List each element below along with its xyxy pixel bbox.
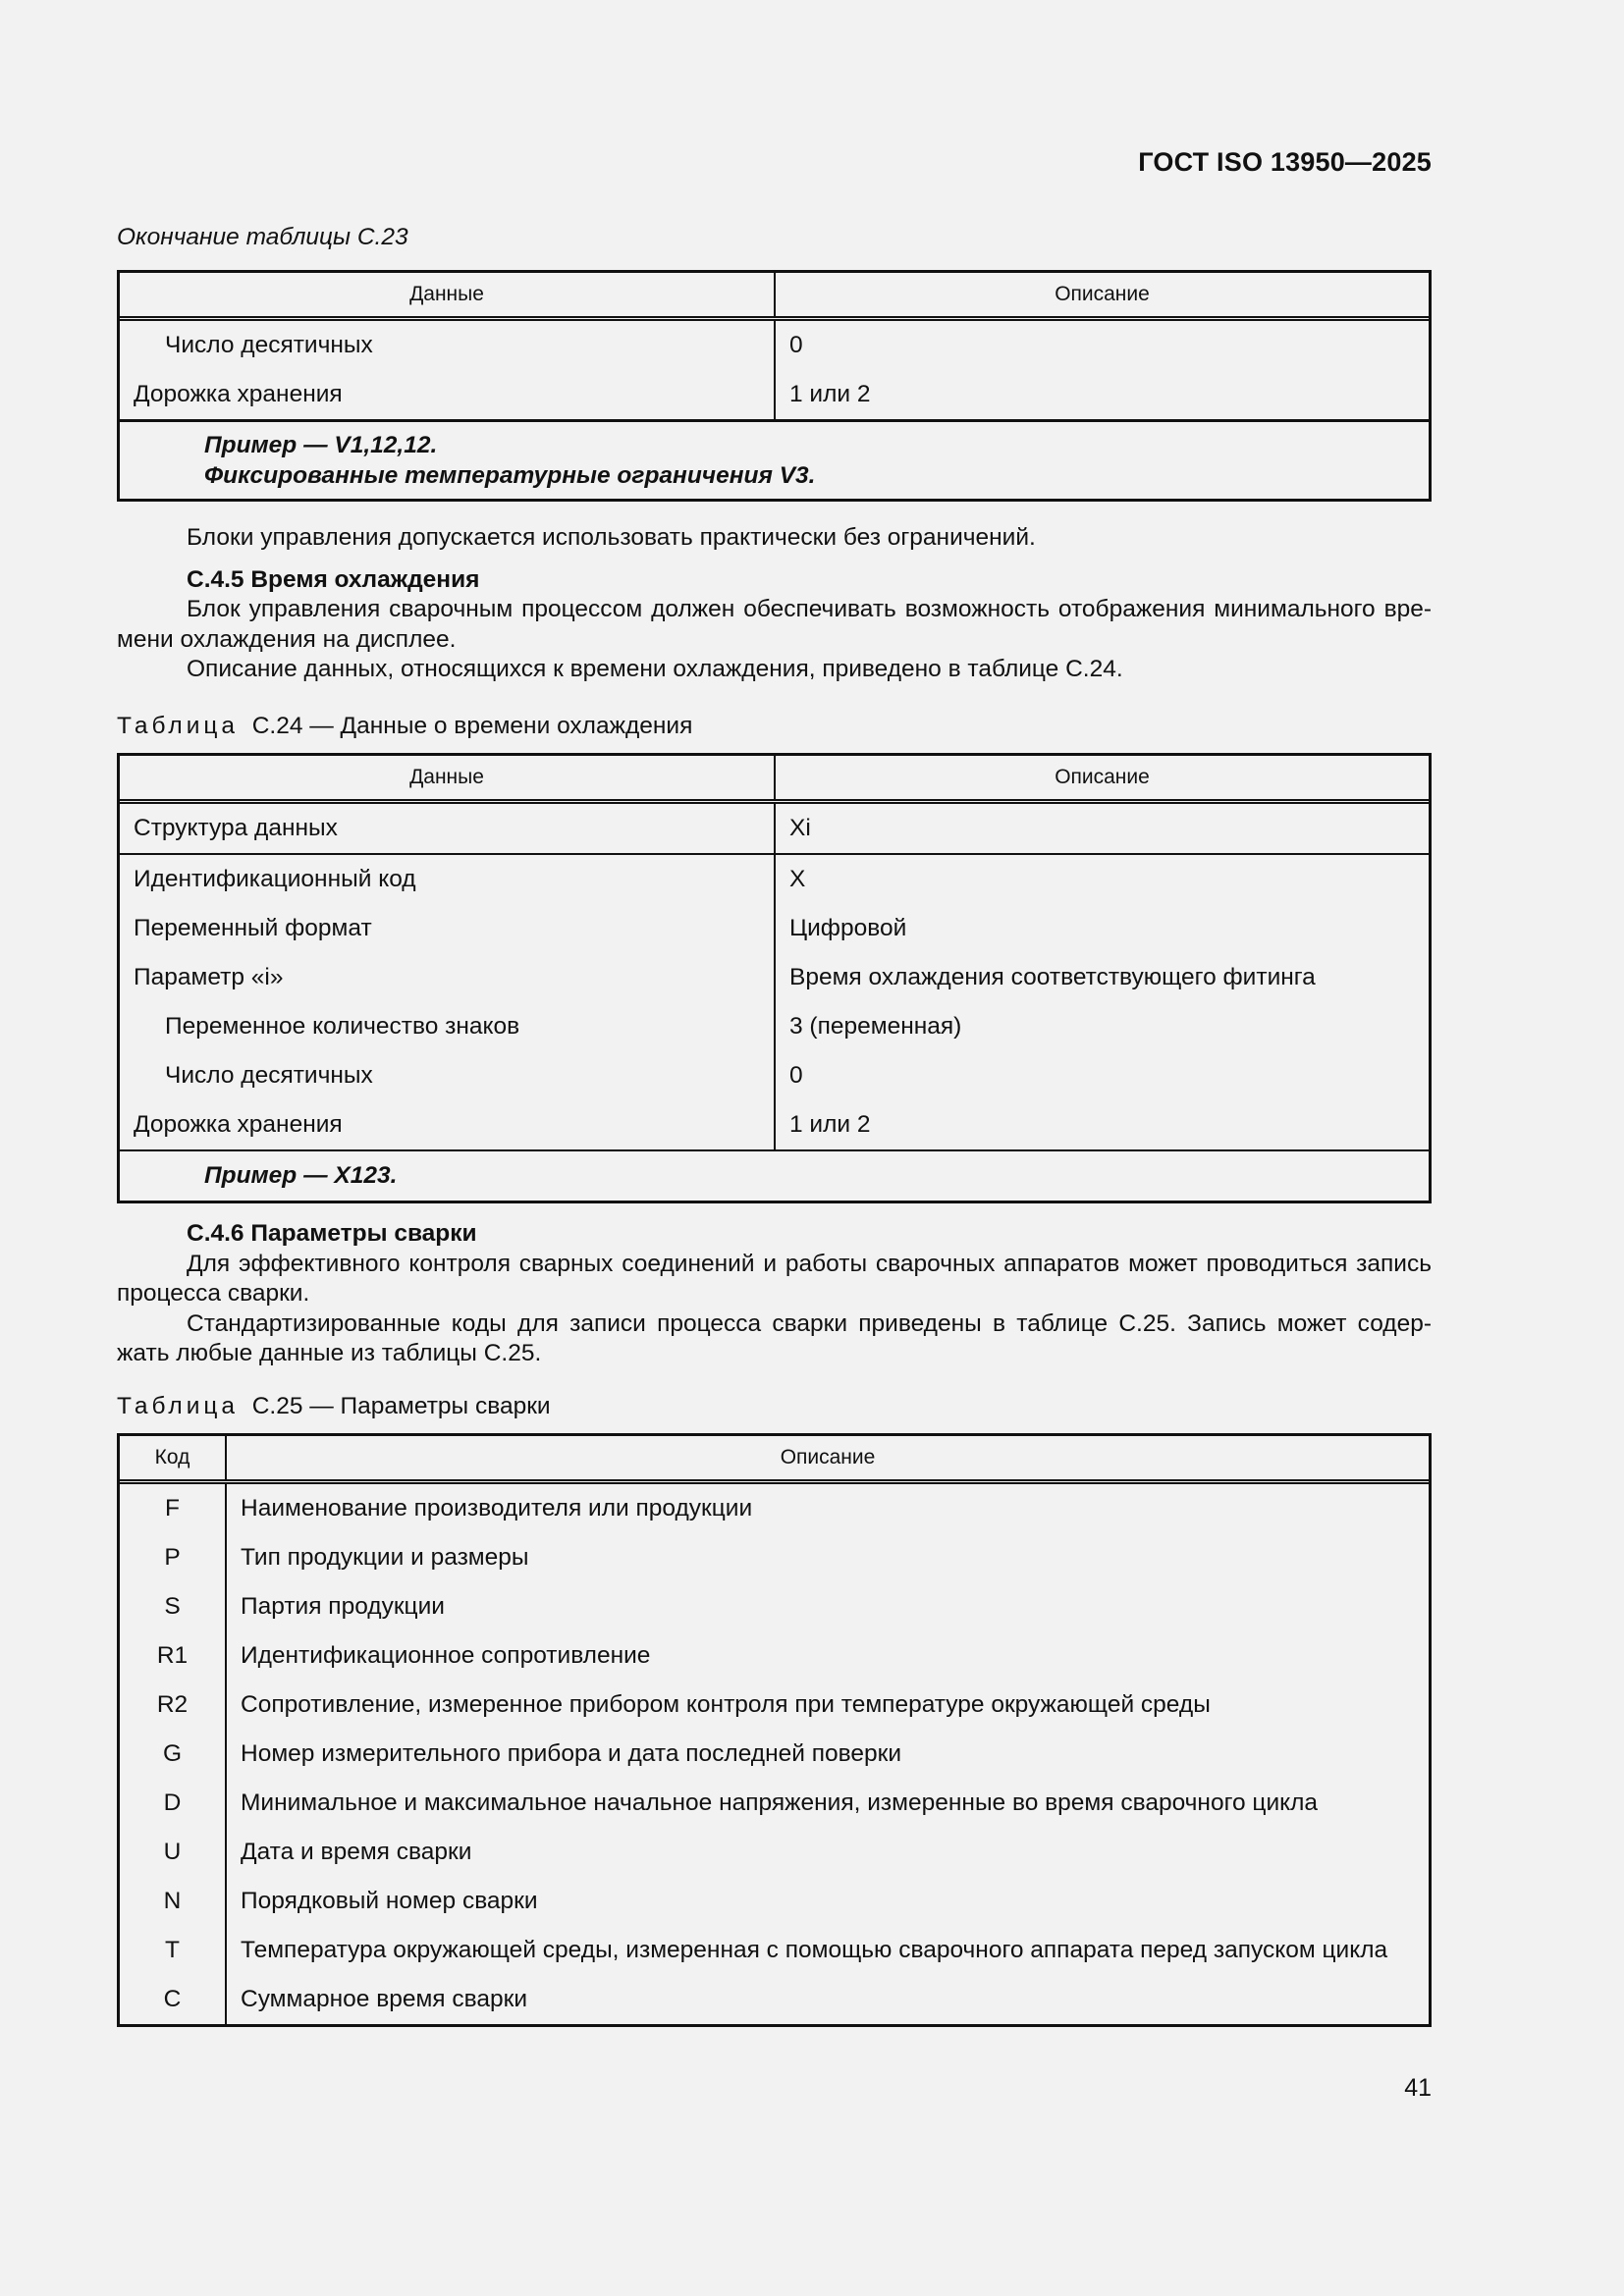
cell-code: F [120,1484,227,1533]
cell-description: 0 [789,332,803,358]
table-row [120,1828,1429,1877]
cell-data: Дорожка хранения [120,1100,776,1149]
paragraph: Блок управления сварочным процессом должен обеспечивать возможность отображения минимального вре-мени охлаждения на дисплее. [117,596,1432,653]
cell-description: Время охлаждения соответствующего фитинга [789,964,1316,990]
cell-description: Тип продукции и размеры [241,1544,529,1571]
document-id: ГОСТ ISO 13950—2025 [1138,147,1432,177]
caption-label: Таблица [117,1393,240,1419]
cell-description: Порядковый номер сварки [241,1888,538,1914]
table-row [120,1002,1429,1051]
cell-description: Идентификационное сопротивление [241,1642,651,1669]
table-row [120,1582,1429,1631]
table-row [120,855,1429,904]
table-rows-group [120,1484,1429,2024]
paragraph: Описание данных, относящихся к времени охлаждения, приведено в таблице С.24. [187,656,1123,682]
column-header-description: Описание [1055,766,1150,788]
table-row [120,953,1429,1002]
section-heading: С.4.6 Параметры сварки [187,1220,477,1247]
column-header-description: Описание [780,1446,876,1468]
cell-description: X [789,866,806,892]
table-row [120,1533,1429,1582]
paragraph: Для эффективного контроля сварных соединений и работы сварочных аппаратов может проводиться запись процесса сварки. [117,1250,1432,1307]
table-row [120,370,1429,419]
caption-text: С.25 — Параметры сварки [251,1393,551,1419]
cell-description: 1 или 2 [789,381,871,407]
cell-description: Дата и время сварки [241,1839,472,1865]
cell-data: Число десятичных [120,1051,776,1100]
table-row [120,1681,1429,1730]
caption-label: Таблица [117,713,240,739]
cell-description: Суммарное время сварки [241,1986,528,2012]
caption-text: С.24 — Данные о времени охлаждения [251,713,693,739]
text-block-cooling [117,523,1432,685]
cell-code: G [120,1730,227,1779]
cell-description: 0 [789,1062,803,1089]
column-header-data: Данные [120,756,776,799]
table-c23 [117,270,1432,502]
table-row [120,1730,1429,1779]
cell-data: Переменный формат [120,904,776,953]
cell-code: N [120,1877,227,1926]
cell-description: Сопротивление, измеренное прибором контроля при температуре окружающей среды [241,1691,1211,1718]
section-heading: С.4.5 Время охлаждения [187,565,480,593]
table-c24-caption [117,713,692,740]
cell-data: Переменное количество знаков [120,1002,776,1051]
cell-description: Цифровой [789,915,907,941]
note-line: Фиксированные температурные ограничения V3. [204,462,816,489]
cell-data: Параметр «i» [120,953,776,1002]
table-header-row [120,1436,1429,1484]
cell-code: D [120,1779,227,1828]
table-note [120,419,1429,499]
text-block-welding [117,1219,1432,1369]
table-row [120,1926,1429,1975]
cell-description: Номер измерительного прибора и дата последней поверки [241,1740,902,1767]
cell-code: C [120,1975,227,2024]
cell-code: U [120,1828,227,1877]
cell-code: R2 [120,1681,227,1730]
table-row [120,321,1429,370]
table-row [120,904,1429,953]
paragraph: Блоки управления допускается использовать практически без ограничений. [187,524,1036,551]
table-c25-caption [117,1393,551,1420]
cell-data: Число десятичных [120,321,776,370]
note-line: Пример — V1,12,12. [204,432,438,458]
table-rows-group [120,853,1429,1149]
cell-code: S [120,1582,227,1631]
cell-data: Дорожка хранения [120,370,776,419]
column-header-code: Код [120,1436,227,1479]
column-header-data: Данные [120,273,776,316]
note-line: Пример — X123. [204,1162,398,1189]
table-row [120,1631,1429,1681]
cell-code: R1 [120,1631,227,1681]
table-row [120,1779,1429,1828]
table-row [120,1877,1429,1926]
table-header-row [120,756,1429,804]
table-row [120,1484,1429,1533]
cell-description: Минимальное и максимальное начальное напряжения, измеренные во время сварочного цикла [241,1789,1319,1816]
table-row [120,1100,1429,1149]
cell-data: Структура данных [120,804,776,853]
table-row [120,1975,1429,2024]
page-number: 41 [1404,2074,1432,2102]
cell-description: Xi [789,815,811,841]
table-c23-caption: Окончание таблицы С.23 [117,224,408,250]
cell-description: Партия продукции [241,1593,445,1620]
cell-data: Идентификационный код [120,855,776,904]
column-header-description: Описание [1055,283,1150,305]
table-c24 [117,753,1432,1203]
table-c25 [117,1433,1432,2027]
table-row [120,1051,1429,1100]
cell-code: T [120,1926,227,1975]
cell-description: 1 или 2 [789,1111,871,1138]
cell-description: Температура окружающей среды, измеренная с помощью сварочного аппарата перед запуском цикла [241,1937,1388,1963]
cell-description: Наименование производителя или продукции [241,1495,753,1522]
paragraph: Стандартизированные коды для записи процесса сварки приведены в таблице С.25. Запись может содер-жать любые данные из таблицы С.25. [117,1309,1432,1366]
table-row [120,804,1429,853]
cell-code: P [120,1533,227,1582]
cell-description: 3 (переменная) [789,1013,962,1040]
table-header-row [120,273,1429,321]
table-note [120,1149,1429,1201]
